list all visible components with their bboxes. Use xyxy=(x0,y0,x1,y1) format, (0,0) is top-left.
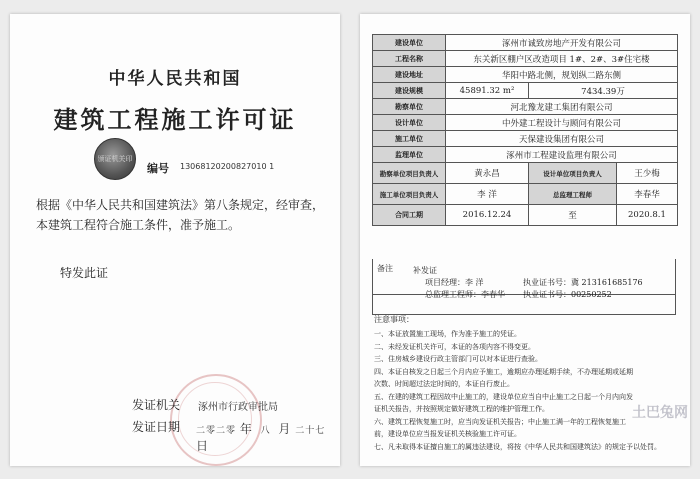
date-month-unit: 月 xyxy=(278,422,292,436)
list-item: 前，建设单位应当报发证机关核验施工许可证。 xyxy=(374,430,521,438)
supplement-manager-cert: 执业证书号：冀 213161685176 xyxy=(523,278,643,287)
table-row xyxy=(373,131,678,147)
table-row xyxy=(373,205,678,226)
body-text-line1: 根据《中华人民共和国建筑法》第八条规定，经审查， xyxy=(36,198,325,212)
supplement-supervisor: 总监理工程师：李春华 xyxy=(425,290,505,299)
country-title: 中华人民共和国 xyxy=(108,69,242,89)
table-row xyxy=(373,184,678,205)
survey-leader-name: 黄永昌 xyxy=(446,163,529,184)
contract-separator: 至 xyxy=(529,205,617,226)
table-row xyxy=(373,163,678,184)
certificate-number: 13068120200827010 1 xyxy=(180,162,275,171)
certificate-back-page xyxy=(360,14,690,466)
list-item: 一、本证放置施工现场，作为准予施工的凭证。 xyxy=(374,330,521,338)
row-value: 45891.32 m² xyxy=(446,83,529,99)
table-row xyxy=(373,83,678,99)
list-item: 证机关报告，并按照规定做好建筑工程的维护管理工作。 xyxy=(374,405,549,413)
chief-supervisor-name: 李春华 xyxy=(616,184,677,205)
remarks-label: 备注 xyxy=(377,264,393,273)
list-item: 二、未经发证机关许可，本证的各项内容不得变更。 xyxy=(374,342,535,351)
contract-end: 2020.8.1 xyxy=(616,205,677,226)
project-info-table xyxy=(372,34,678,226)
chief-supervisor-label: 总监理工程师 xyxy=(529,184,617,205)
official-seal-icon: 颁证机关印 xyxy=(94,138,136,180)
row-label: 设计单位 xyxy=(373,115,446,131)
certificate-heading: 建筑工程施工许可证 xyxy=(53,105,297,134)
issuer-label: 发证机关 xyxy=(132,398,181,412)
supplement-supervisor-cert: 执业证书号：00250252 xyxy=(523,290,612,299)
row-value: 河北豫龙建工集团有限公司 xyxy=(446,99,678,115)
row-value: 涿州市工程建设监理有限公司 xyxy=(446,147,678,163)
number-label: 编号 xyxy=(147,162,169,175)
list-item: 五、在建的建筑工程因故中止施工的，建设单位应当自中止施工之日起一个月内向发 xyxy=(374,392,633,401)
date-year: 二零二零 xyxy=(196,426,237,436)
list-item: 四、本证自核发之日起三个月内应予施工，逾期应办理延期手续，不办理延期或延期 xyxy=(374,367,633,376)
row-value: 中外建工程设计与顾问有限公司 xyxy=(446,115,678,131)
row-value: 天保建设集团有限公司 xyxy=(446,131,678,147)
design-leader-name: 王少梅 xyxy=(616,163,677,184)
table-row xyxy=(373,51,678,67)
table-row xyxy=(373,35,678,51)
notes-list xyxy=(374,328,676,453)
list-item: 次数、时间超过法定时间的，本证自行废止。 xyxy=(374,380,514,388)
row-label: 建设单位 xyxy=(373,35,446,51)
row-label: 建设规模 xyxy=(373,83,446,99)
date-day: 二十七 xyxy=(295,426,326,436)
watermark-logo: 土巴兔网 xyxy=(632,405,688,421)
notes-title: 注意事项： xyxy=(374,315,414,324)
list-item: 七、凡未取得本证擅自施工的属违法建设，将按《中华人民共和国建筑法》的规定予以处罚。 xyxy=(374,442,661,451)
row-label: 工程名称 xyxy=(373,51,446,67)
table-row xyxy=(373,147,678,163)
date-month: 八 xyxy=(260,426,271,436)
date-year-unit: 年 xyxy=(239,422,253,436)
construction-leader-label: 施工单位项目负责人 xyxy=(373,184,446,205)
row-value: 涿州市诚致房地产开发有限公司 xyxy=(446,35,678,51)
row-value: 东关新区棚户区改造项目 1#、2#、3#住宅楼 xyxy=(446,51,678,67)
row-label: 施工单位 xyxy=(373,131,446,147)
issue-date-label: 发证日期 xyxy=(132,420,181,434)
issuer-value: 涿州市行政审批局 xyxy=(198,402,278,413)
contract-period-label: 合同工期 xyxy=(373,205,446,226)
certificate-front-page xyxy=(10,14,340,466)
table-row xyxy=(373,99,678,115)
table-row xyxy=(373,67,678,83)
row-label: 监理单位 xyxy=(373,147,446,163)
row-value-secondary: 7434.39万 xyxy=(529,83,678,99)
list-item: 六、建筑工程恢复施工时，应当向发证机关报告；中止施工满一年的工程恢复施工 xyxy=(374,417,626,426)
issue-date-value xyxy=(196,420,340,454)
construction-leader-name: 李 洋 xyxy=(446,184,529,205)
table-row xyxy=(373,115,678,131)
survey-leader-label: 勘察单位项目负责人 xyxy=(373,163,446,184)
list-item: 三、住房城乡建设行政主管部门可以对本证进行查验。 xyxy=(374,355,542,363)
row-label: 建设地址 xyxy=(373,67,446,83)
row-value: 华阳中路北侧，规划纵二路东侧 xyxy=(446,67,678,83)
design-leader-label: 设计单位项目负责人 xyxy=(529,163,617,184)
special-issue-text: 特发此证 xyxy=(60,266,109,280)
supplement-manager: 项目经理：李 洋 xyxy=(425,278,484,287)
body-text-line2: 本建筑工程符合施工条件，准予施工。 xyxy=(36,218,241,232)
date-day-unit: 日 xyxy=(196,439,210,453)
row-label: 勘察单位 xyxy=(373,99,446,115)
contract-start: 2016.12.24 xyxy=(446,205,529,226)
supplement-title: 补发证 xyxy=(413,266,437,275)
